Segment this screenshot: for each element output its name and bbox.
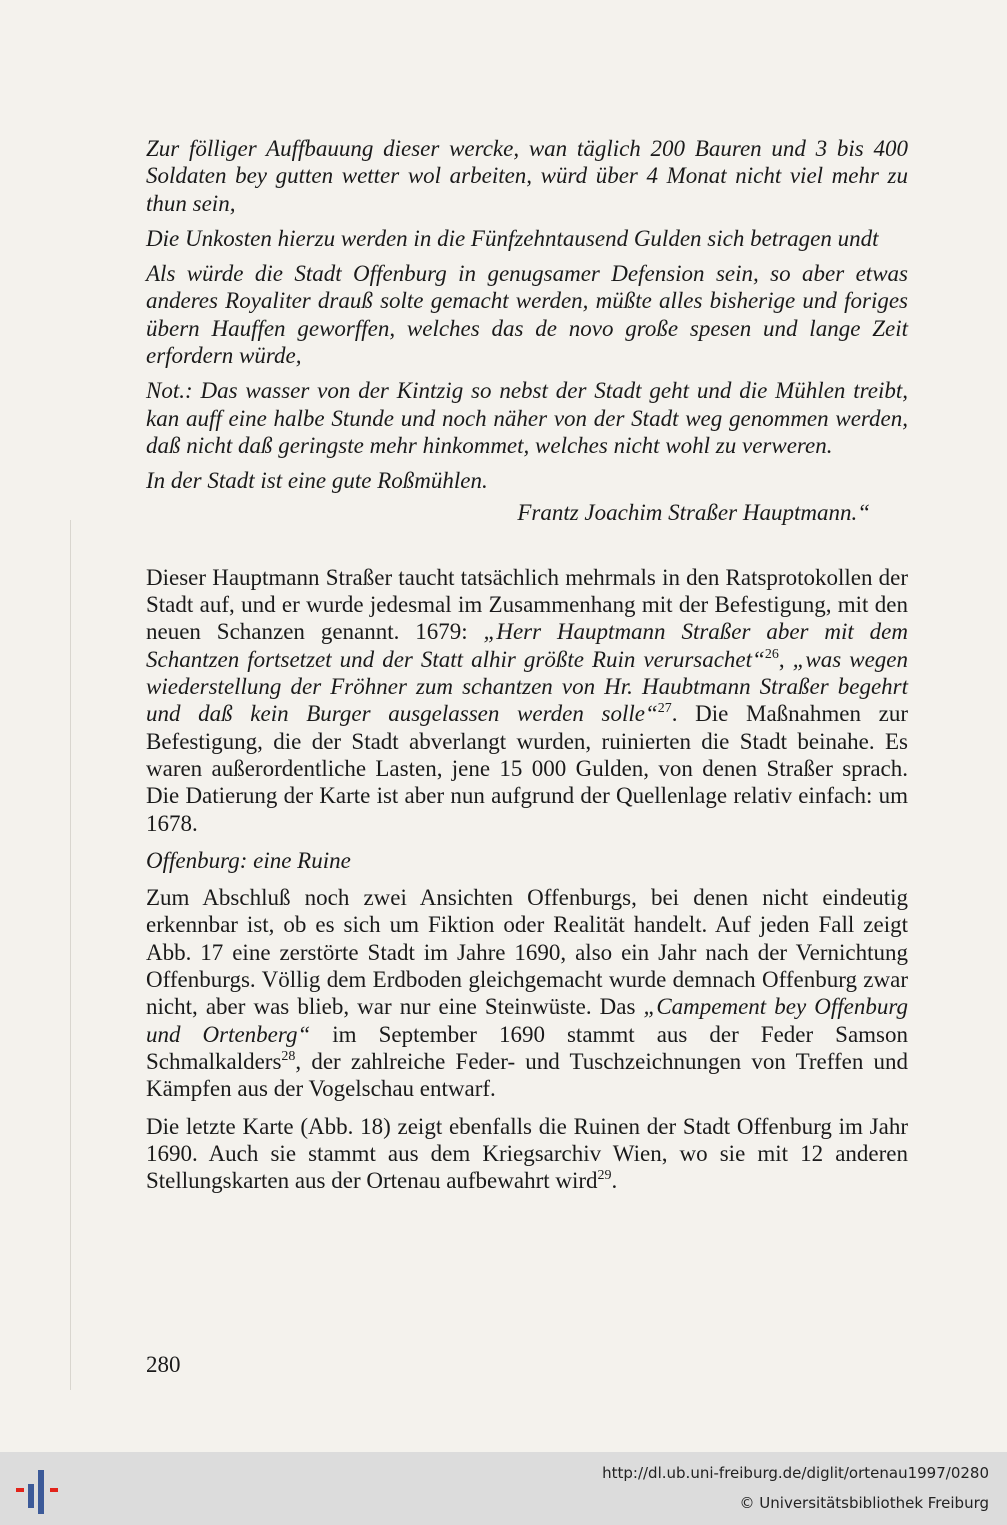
text-run: , der zahlreiche Feder- und Tuschzeichnungen von Treffen und Kämpfen aus der Vogelschau entwarf. [146, 1048, 908, 1102]
body-paragraph-1 [146, 564, 908, 837]
inline-quote: „was wegen wiederstellung der Fröhner zum schantzen von Hr. Haubtmann Straßer begehrt und daß kein Burger ausgelassen werden solle“ [146, 646, 909, 727]
quote-paragraph-4: Not.: Das wasser von der Kintzig so nebst der Stadt geht und die Mühlen treibt, kan auff eine halbe Stunde und noch näher von der Stadt weg genommen werden, daß nicht daß geringste mehr hinkommet, welches nicht wohl zu verweren. [146, 378, 908, 458]
footnote-ref-27[interactable]: 27 [657, 701, 672, 717]
text-run: im September 1690 stammt aus der Feder Samson Schmalkalders [146, 1021, 908, 1074]
body-paragraph-3 [146, 1113, 908, 1195]
quote-paragraph-2: Die Unkosten hierzu werden in die Fünfzehntausend Gulden sich betragen undt [146, 225, 879, 251]
section-heading: Offenburg: eine Ruine [146, 847, 351, 873]
body-paragraph-2 [146, 884, 908, 1102]
ub-freiburg-logo-icon [10, 1462, 66, 1516]
permalink-url[interactable]: http://dl.ub.uni-freiburg.de/diglit/ortenau1997/0280 [602, 1464, 989, 1482]
text-run: , [778, 646, 793, 672]
footnote-ref-29[interactable]: 29 [597, 1168, 612, 1184]
inline-quote: „Campement bey Offenburg und Ortenberg“ [146, 994, 908, 1047]
quote-signature: Frantz Joachim Straßer Hauptmann.“ [517, 499, 870, 525]
quote-paragraph-1: Zur fölliger Auffbauung dieser wercke, wan täglich 200 Bauren und 3 bis 400 Soldaten bey gutten wetter wol arbeiten, würd über 4 Monat nicht viel mehr zu thun sein, [146, 136, 908, 216]
text-run: Dieser Hauptmann Straßer taucht tatsächlich mehrmals in den Ratsprotokollen der Stadt auf, und er wurde jedesmal im Zusammenhang mit der Befestigung, mit den neuen Schanzen genannt. 1679: [146, 564, 908, 645]
copyright-notice: © Universitätsbibliothek Freiburg [739, 1494, 989, 1512]
historical-quote [146, 135, 908, 526]
text-run: Die letzte Karte (Abb. 18) zeigt ebenfalls die Ruinen der Stadt Offenburg im Jahr 1690. Auch sie stammt aus dem Kriegsarchiv Wien, wo sie mit 12 anderen Stellungskarten aus der Ortenau aufbewahrt wird [146, 1113, 908, 1194]
footnote-ref-28[interactable]: 28 [281, 1048, 296, 1064]
quote-paragraph-5: In der Stadt ist eine gute Roßmühlen. [146, 468, 488, 494]
page-number: 280 [146, 1352, 181, 1377]
text-run: Zum Abschluß noch zwei Ansichten Offenburgs, bei denen nicht eindeutig erkennbar ist, ob es sich um Fiktion oder Realität handelt. Auf jeden Fall zeigt Abb. 17 eine zerstörte Stadt im Jahre 1690, also ein Jahr nach der Vernichtung Offenburgs. Völlig dem Erdboden gleichgemacht wurde demnach Offenburg zwar nicht, aber was blieb, war nur eine Steinwüste. Das [146, 885, 908, 1020]
quote-paragraph-3: Als würde die Stadt Offenburg in genugsamer Defension sein, so aber etwas anderes Royaliter drauß solte gemacht werden, müßte alles bisherige und foriges übern Hauffen geworffen, welches das de novo große spesen und lange Zeit erfordern würde, [146, 261, 908, 369]
body-text [146, 564, 908, 1195]
text-run: . Die Maßnahmen zur Befestigung, die der Stadt abverlangt wurden, ruinierten die Stadt beinahe. Es waren außerordentliche Lasten, jene 15 000 Gulden, von denen Straßer sprach. Die Datierung der Karte ist aber nun aufgrund der Quellenlage relativ einfach: um 1678. [146, 701, 909, 836]
library-footer [0, 1452, 1007, 1525]
footnote-ref-26[interactable]: 26 [764, 646, 779, 662]
text-run: . [611, 1168, 618, 1194]
inline-quote: „Herr Hauptmann Straßer aber mit dem Schantzen fortsetzet und der Statt alhir größte Ruin verursachet“ [146, 619, 908, 672]
page-content [146, 135, 908, 1204]
scan-margin-line [70, 520, 71, 1390]
